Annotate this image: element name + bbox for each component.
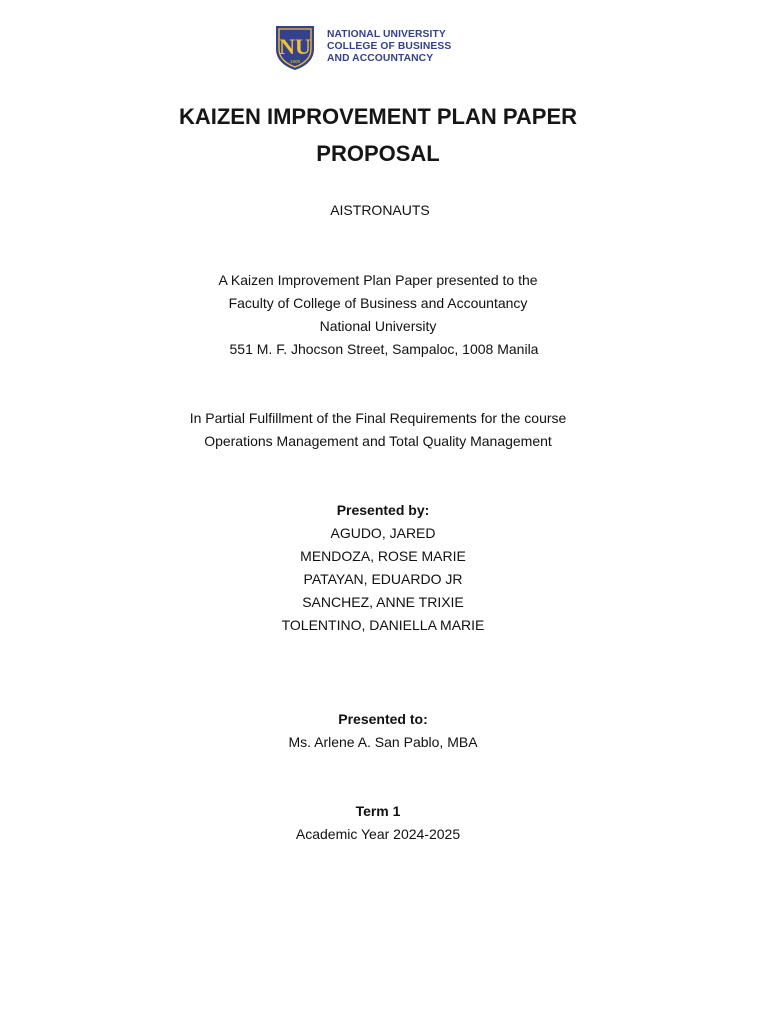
title-line-1: KAIZEN IMPROVEMENT PLAN PAPER <box>178 104 578 129</box>
presented-to-label: Presented to: <box>338 711 428 727</box>
presented-by-section <box>0 499 766 637</box>
fulfillment-statement <box>0 407 756 453</box>
presentation-line-3: National University <box>319 318 437 334</box>
seal-letters: NU <box>279 34 311 59</box>
group-name-text: AISTRONAUTS <box>330 202 430 218</box>
header-logo <box>272 22 451 72</box>
member-name: PATAYAN, EDUARDO JR <box>303 571 463 587</box>
title-line-2: PROPOSAL <box>316 141 440 166</box>
seal-year: 1900 <box>289 59 301 64</box>
member-name: TOLENTINO, DANIELLA MARIE <box>281 617 485 633</box>
presentation-line-2: Faculty of College of Business and Accountancy <box>228 295 528 311</box>
organization-name <box>327 29 451 66</box>
presented-to-section <box>0 708 766 754</box>
org-line-3: AND ACCOUNTANCY <box>327 53 434 65</box>
member-name: MENDOZA, ROSE MARIE <box>300 548 466 564</box>
document-title <box>0 98 756 172</box>
org-line-1: NATIONAL UNIVERSITY <box>327 28 446 40</box>
fulfillment-line-1: In Partial Fulfillment of the Final Requirements for the course <box>189 410 567 426</box>
presentation-line-1: A Kaizen Improvement Plan Paper presented to the <box>218 272 538 288</box>
term-section <box>0 800 756 846</box>
member-name: AGUDO, JARED <box>330 525 436 541</box>
university-seal-icon <box>272 23 318 71</box>
presentation-line-4: 551 M. F. Jhocson Street, Sampaloc, 1008 Manila <box>229 341 539 357</box>
group-name <box>0 199 760 222</box>
academic-year: Academic Year 2024-2025 <box>295 826 461 842</box>
fulfillment-line-2: Operations Management and Total Quality Management <box>204 433 552 449</box>
presentation-statement <box>0 269 756 361</box>
term-label: Term 1 <box>355 803 401 819</box>
org-line-2: COLLEGE OF BUSINESS <box>327 40 452 52</box>
member-name: SANCHEZ, ANNE TRIXIE <box>302 594 464 610</box>
adviser-name: Ms. Arlene A. San Pablo, MBA <box>288 734 478 750</box>
presented-by-label: Presented by: <box>336 502 430 518</box>
